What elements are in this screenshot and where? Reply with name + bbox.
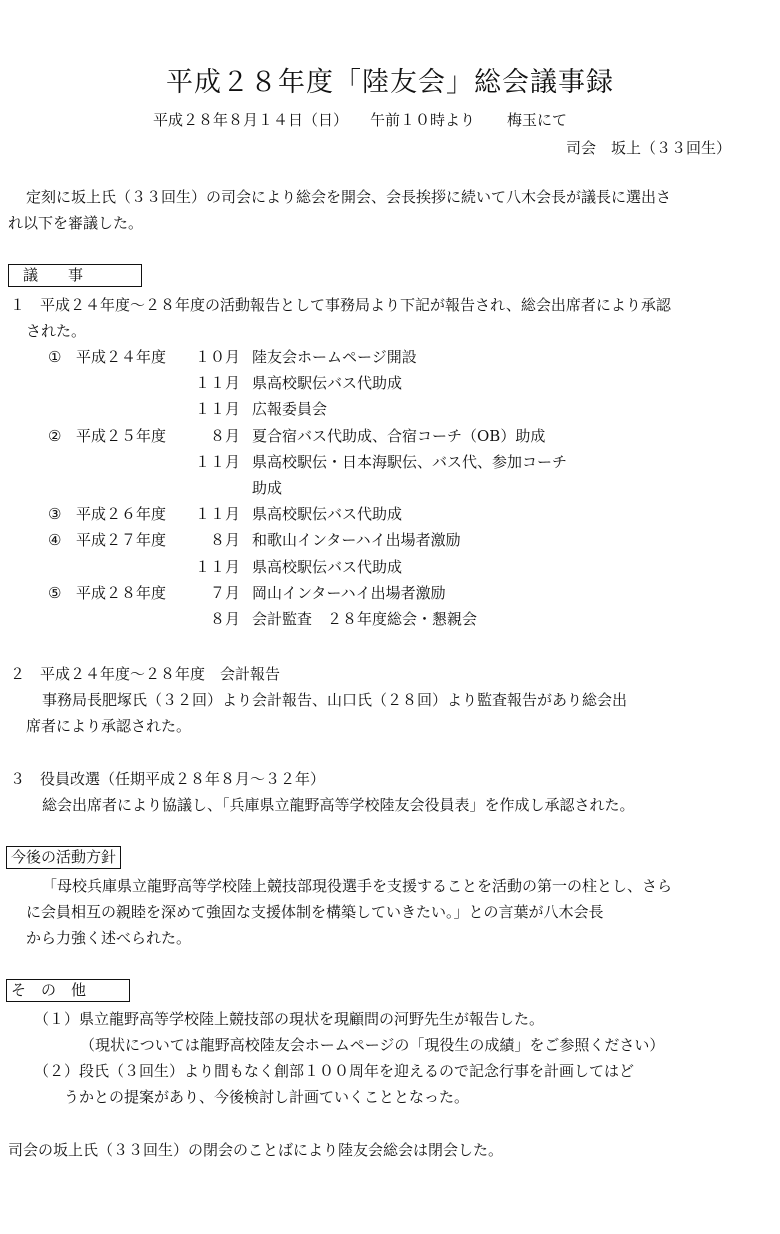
other-line-2: （現状については龍野高校陸友会ホームページの「現役生の成績」をご参照ください） — [80, 1036, 665, 1054]
activity-month: １１月 — [194, 505, 240, 524]
activity-content: 県高校駅伝バス代助成 — [252, 505, 403, 524]
activity-number: ⑤ — [48, 583, 62, 602]
activity-content: 県高校駅伝バス代助成 — [252, 374, 403, 393]
policy-heading: 今後の活動方針 — [6, 846, 121, 869]
activity-month: １１月 — [194, 374, 240, 393]
meeting-place: 梅玉にて — [507, 111, 568, 129]
activity-month: １１月 — [194, 557, 240, 576]
item2-line-1: 事務局長肥塚氏（３２回）より会計報告、山口氏（２８回）より監査報告があり総会出 — [42, 691, 628, 709]
activity-content: 広報委員会 — [252, 400, 328, 419]
meeting-info — [153, 109, 567, 130]
intro-line-1: 定刻に坂上氏（３３回生）の司会により総会を開会、会長挨拶に続いて八木会長が議長に選出さ — [26, 188, 672, 206]
activity-year: 平成２８年度 — [76, 583, 167, 602]
item1-line-2: された。 — [26, 322, 87, 340]
activity-year: 平成２４年度 — [76, 348, 167, 366]
activity-month: ７月 — [209, 583, 240, 602]
activity-month: ８月 — [209, 426, 240, 445]
activity-number: ② — [48, 426, 62, 445]
activity-content: 県高校駅伝・日本海駅伝、バス代、参加コーチ — [252, 452, 568, 471]
activity-content: 会計監査 ２８年度総会・懇親会 — [252, 610, 478, 628]
agenda-heading: 議 事 — [8, 264, 142, 287]
item3-heading: ３ 役員改選（任期平成２８年８月～３２年） — [10, 770, 326, 788]
activity-month: ８月 — [209, 610, 240, 628]
activity-number: ① — [48, 348, 62, 366]
activity-month: １０月 — [194, 348, 240, 366]
other-line-3: （２）段氏（３回生）より間もなく創部１００周年を迎えるので記念行事を計画してはど — [34, 1062, 635, 1080]
meeting-presider: 司会 坂上（３３回生） — [566, 139, 732, 157]
meeting-date: 平成２８年８月１４日（日） — [153, 111, 349, 129]
activity-year: 平成２５年度 — [76, 426, 167, 445]
activity-content: 和歌山インターハイ出場者激励 — [252, 531, 461, 550]
activity-year: 平成２６年度 — [76, 505, 167, 524]
activity-month: ８月 — [209, 531, 240, 550]
activity-content: 岡山インターハイ出場者激励 — [252, 583, 446, 602]
item1-line-1: １ 平成２４年度～２８年度の活動報告として事務局より下記が報告され、総会出席者により承認 — [10, 296, 671, 314]
activity-content: 助成 — [252, 479, 283, 497]
activity-content: 県高校駅伝バス代助成 — [252, 557, 403, 576]
activity-number: ④ — [48, 531, 62, 550]
policy-line-3: から力強く述べられた。 — [26, 929, 192, 947]
policy-line-2: に会員相互の親睦を深めて強固な支援体制を構築していきたい。」との言葉が八木会長 — [26, 903, 604, 921]
activity-year: 平成２７年度 — [76, 531, 167, 550]
intro-line-2: れ以下を審議した。 — [8, 214, 144, 232]
other-heading: そ の 他 — [6, 979, 130, 1002]
item2-heading: ２ 平成２４年度～２８年度 会計報告 — [10, 665, 281, 683]
activity-number: ③ — [48, 505, 62, 524]
other-line-1: （１）県立龍野高等学校陸上競技部の現状を現顧問の河野先生が報告した。 — [34, 1010, 545, 1028]
policy-line-1: 「母校兵庫県立龍野高等学校陸上競技部現役選手を支援することを活動の第一の柱とし、さら — [42, 877, 673, 895]
activity-month: １１月 — [194, 400, 240, 419]
item3-line-1: 総会出席者により協議し、「兵庫県立龍野高等学校陸友会役員表」を作成し承認された。 — [42, 796, 635, 814]
page-title: 平成２８年度「陸友会」総会議事録 — [166, 67, 614, 98]
meeting-time: 午前１０時より — [370, 111, 476, 129]
other-line-4: うかとの提案があり、今後検討し計画ていくこととなった。 — [64, 1088, 470, 1106]
activity-month: １１月 — [194, 452, 240, 471]
item2-line-2: 席者により承認された。 — [26, 717, 192, 735]
activity-content: 陸友会ホームページ開設 — [252, 348, 417, 366]
activity-content: 夏合宿バス代助成、合宿コーチ（OB）助成 — [252, 426, 546, 445]
closing-statement: 司会の坂上氏（３３回生）の閉会のことばにより陸友会総会は閉会した。 — [8, 1141, 504, 1159]
